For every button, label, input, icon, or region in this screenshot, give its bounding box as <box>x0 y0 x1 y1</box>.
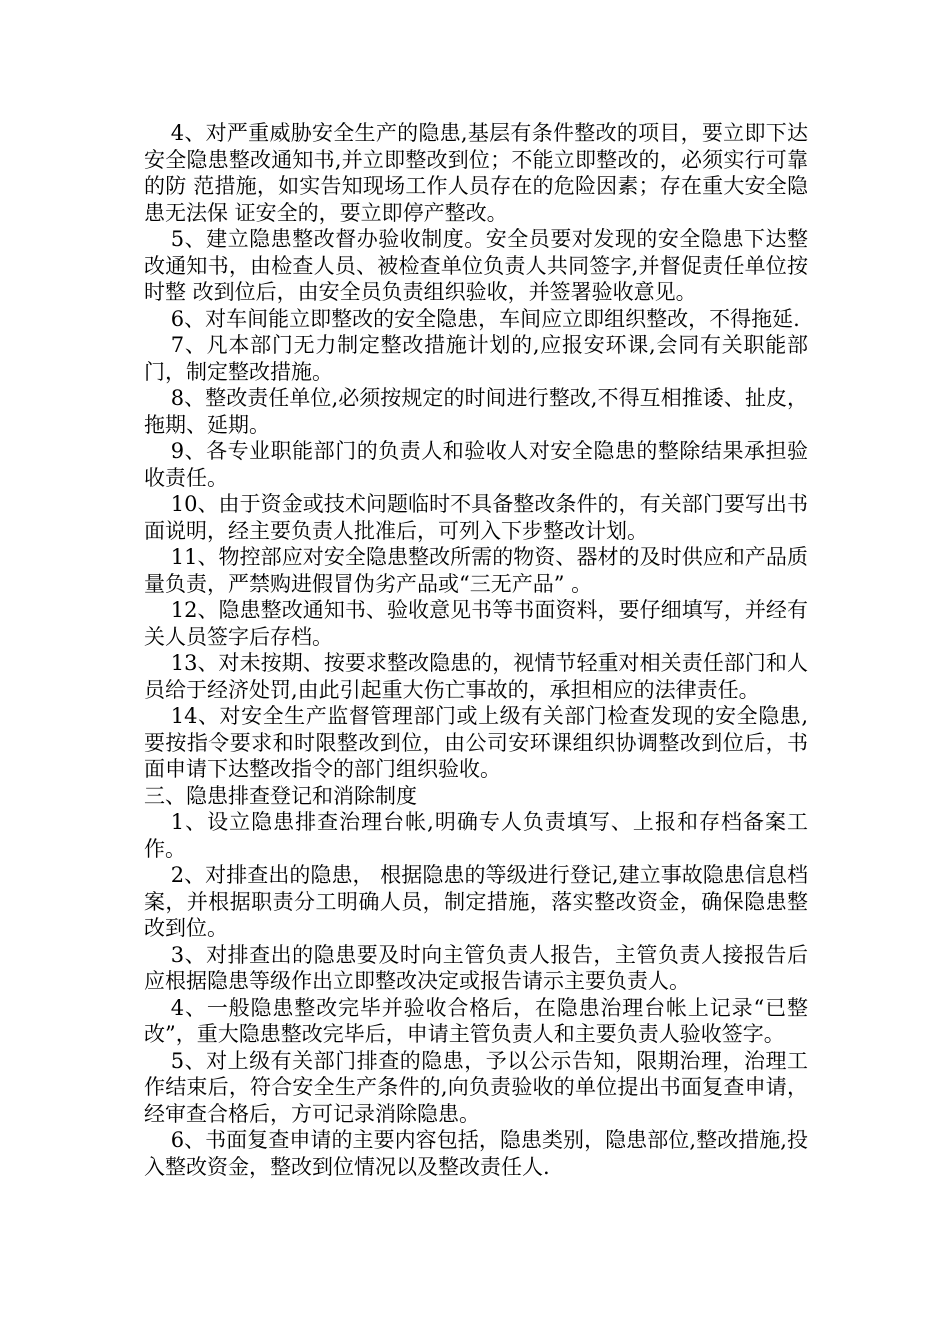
section-paragraph-2: 2、对排查出的隐患， 根据隐患的等级进行登记,建立事故隐患信息档案，并根据职责分工明确人员，制定措施，落实整改资金，确保隐患整改到位。 <box>144 863 808 940</box>
section-paragraph-4: 4、一般隐患整改完毕并验收合格后，在隐患治理台帐上记录“已整改”，重大隐患整改完毕后，申请主管负责人和主要负责人验收签字。 <box>144 995 808 1046</box>
section-heading: 三、隐患排查登记和消除制度 <box>144 783 417 808</box>
paragraph-item-12: 12、隐患整改通知书、验收意见书等书面资料，要仔细填写，并经有关人员签字后存档。 <box>144 598 808 649</box>
section-paragraph-3: 3、对排查出的隐患要及时向主管负责人报告，主管负责人接报告后应根据隐患等级作出立即整改决定或报告请示主要负责人。 <box>144 942 808 993</box>
paragraph-item-9: 9、各专业职能部门的负责人和验收人对安全隐患的整除结果承担验收责任。 <box>144 439 808 490</box>
paragraph-item-6: 6、对车间能立即整改的安全隐患，车间应立即组织整改，不得拖延. <box>170 306 800 331</box>
paragraph-item-8: 8、整改责任单位,必须按规定的时间进行整改,不得互相推诿、扯皮，拖期、延期。 <box>144 386 808 437</box>
paragraph-item-14: 14、对安全生产监督管理部门或上级有关部门检查发现的安全隐患,要按指令要求和时限整改到位，由公司安环课组织协调整改到位后，书面申请下达整改指令的部门组织验收。 <box>144 704 808 781</box>
section-paragraph-6: 6、书面复查申请的主要内容包括，隐患类别，隐患部位,整改措施,投入整改资金，整改到位情况以及整改责任人. <box>144 1128 808 1179</box>
paragraph-item-10: 10、由于资金或技术问题临时不具备整改条件的，有关部门要写出书面说明，经主要负责人批准后，可列入下步整改计划。 <box>144 492 808 543</box>
paragraph-item-11: 11、物控部应对安全隐患整改所需的物资、器材的及时供应和产品质量负责，严禁购进假冒伪劣产品或“三无产品” 。 <box>144 545 808 596</box>
paragraph-item-13: 13、对未按期、按要求整改隐患的，视情节轻重对相关责任部门和人员给于经济处罚,由此引起重大伤亡事故的，承担相应的法律责任。 <box>144 651 808 702</box>
section-paragraph-1: 1、设立隐患排查治理台帐,明确专人负责填写、上报和存档备案工作。 <box>144 810 808 861</box>
paragraph-item-5: 5、建立隐患整改督办验收制度。安全员要对发现的安全隐患下达整改通知书，由检查人员、被检查单位负责人共同签字,并督促责任单位按时整 改到位后，由安全员负责组织验收，并签署验收意见。 <box>144 227 808 304</box>
section-paragraph-5: 5、对上级有关部门排查的隐患，予以公示告知，限期治理，治理工作结束后，符合安全生产条件的,向负责验收的单位提出书面复查申请，经审查合格后，方可记录消除隐患。 <box>144 1048 808 1126</box>
document-page <box>144 120 808 1180</box>
paragraph-item-4: 4、对严重威胁安全生产的隐患,基层有条件整改的项目，要立即下达安全隐患整改通知书,并立即整改到位；不能立即整改的，必须实行可靠的防 范措施，如实告知现场工作人员存在的危险因素；存在重大安全隐患无法保 证安全的，要立即停产整改。 <box>144 121 808 225</box>
paragraph-item-7: 7、凡本部门无力制定整改措施计划的,应报安环课,会同有关职能部门，制定整改措施。 <box>144 333 808 384</box>
